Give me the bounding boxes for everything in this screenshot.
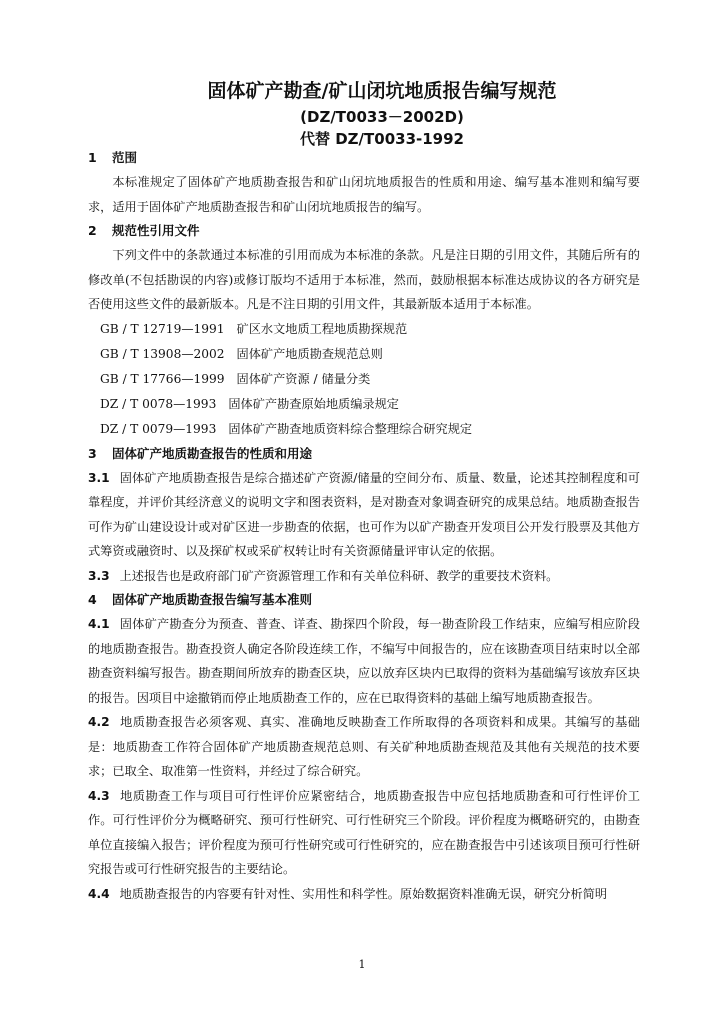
document-body [88, 146, 640, 906]
reference-code: DZ / T 0079—1993 [100, 421, 217, 436]
clause-number: 4.3 [88, 788, 110, 803]
section-2-heading [88, 219, 640, 243]
section-number: 1 [88, 150, 97, 165]
clause-4-4 [88, 882, 640, 907]
clause-text: 固体矿产勘查分为预查、普查、详查、勘探四个阶段，每一勘查阶段工作结束，应编写相应阶段的地质勘查报告。勘查投资人确定各阶段连续工作，不编写中间报告的，应在该勘查项目结束时以全部勘查资料编写报告。勘查期间所放弃的勘查区块，应以放弃区块内已取得的资料为基础编写该放弃区块的报告。因项目中途撤销而停止地质勘查工作的，应在已取得资料的基础上编写地质勘查报告。 [88, 617, 640, 705]
reference-name: 矿区水文地质工程地质勘探规范 [236, 321, 408, 336]
reference-code: GB / T 17766—1999 [100, 371, 225, 386]
reference-code: GB / T 12719—1991 [100, 321, 225, 336]
clause-number: 4.1 [88, 617, 110, 631]
section-number: 3 [88, 445, 97, 461]
section-1-paragraph: 本标准规定了固体矿产地质勘查报告和矿山闭坑地质报告的性质和用途、编写基本准则和编写要求，适用于固体矿产地质勘查报告和矿山闭坑地质报告的编写。 [88, 175, 640, 214]
section-title: 固体矿产地质勘查报告的性质和用途 [112, 445, 313, 461]
reference-code: GB / T 13908—2002 [100, 346, 225, 361]
clause-text: 固体矿产地质勘查报告是综合描述矿产资源/储量的空间分布、质量、数量，论述其控制程度和可靠程度，并评价其经济意义的说明文字和图表资料，是对勘查对象调查研究的成果总结。地质勘查报告可作为矿山建设设计或对矿区进一步勘查的依据，也可作为以矿产勘查开发项目公开发行股票及其他方式筹资或融资时、以及探矿权或采矿权转让时有关资源储量评审认定的依据。 [88, 470, 640, 558]
reference-item [88, 417, 640, 442]
standard-code: (DZ/T0033－2002D) [300, 108, 464, 126]
reference-name: 固体矿产资源 / 储量分类 [236, 371, 371, 386]
clause-number: 3.3 [88, 568, 110, 583]
section-1-heading [88, 146, 640, 170]
page-number: 1 [358, 958, 366, 971]
replaces-note: 代替 DZ/T0033-1992 [300, 130, 464, 148]
clause-number: 3.1 [88, 470, 110, 485]
title-block [0, 78, 724, 150]
reference-code: DZ / T 0078—1993 [100, 396, 217, 411]
clause-number: 4.4 [88, 886, 110, 901]
section-title: 固体矿产地质勘查报告编写基本准则 [112, 592, 313, 607]
reference-item [88, 367, 640, 392]
clause-3-1 [88, 466, 640, 564]
reference-item [88, 342, 640, 367]
clause-4-1 [88, 612, 640, 710]
clause-text: 地质勘查工作与项目可行性评价应紧密结合，地质勘查报告中应包括地质勘查和可行性评价工作。可行性评价分为概略研究、预可行性研究、可行性研究三个阶段。评价程度为概略研究的，由勘查单位直接编入报告；评价程度为预可行性研究或可行性研究的，应在勘查报告中引述该项目预可行性研究报告或可行性研究报告的主要结论。 [88, 788, 640, 876]
section-2-paragraph: 下列文件中的条款通过本标准的引用而成为本标准的条款。凡是注日期的引用文件，其随后所有的修改单(不包括勘误的内容)或修订版均不适用于本标准，然而，鼓励根据本标准达成协议的各方研究是否使用这些文件的最新版本。凡是不注日期的引用文件，其最新版本适用于本标准。 [88, 248, 640, 311]
document-title: 固体矿产勘查/矿山闭坑地质报告编写规范 [207, 80, 557, 102]
clause-3-3 [88, 564, 640, 589]
clause-text: 地质勘查报告必须客观、真实、准确地反映勘查工作所取得的各项资料和成果。其编写的基础是：地质勘查工作符合固体矿产地质勘查规范总则、有关矿种地质勘查规范及其他有关规范的技术要求；已取全、取准第一性资料，并经过了综合研究。 [88, 715, 640, 778]
reference-item [88, 317, 640, 342]
section-title: 规范性引用文件 [112, 223, 200, 238]
clause-4-3 [88, 784, 640, 882]
reference-name: 固体矿产勘查原始地质编录规定 [228, 396, 399, 411]
section-number: 2 [88, 223, 97, 238]
reference-name: 固体矿产地质勘查规范总则 [236, 346, 383, 361]
clause-4-2 [88, 710, 640, 784]
reference-name: 固体矿产勘查地质资料综合整理综合研究规定 [228, 421, 473, 436]
clause-text: 地质勘查报告的内容要有针对性、实用性和科学性。原始数据资料准确无误，研究分析简明 [119, 886, 608, 901]
section-3-heading [88, 442, 640, 466]
clause-text: 上述报告也是政府部门矿产资源管理工作和有关单位科研、教学的重要技术资料。 [119, 568, 559, 583]
reference-list [88, 317, 640, 442]
section-title: 范围 [112, 150, 138, 165]
clause-number: 4.2 [88, 715, 110, 729]
reference-item [88, 392, 640, 417]
section-4-heading [88, 588, 640, 612]
section-number: 4 [88, 592, 97, 607]
